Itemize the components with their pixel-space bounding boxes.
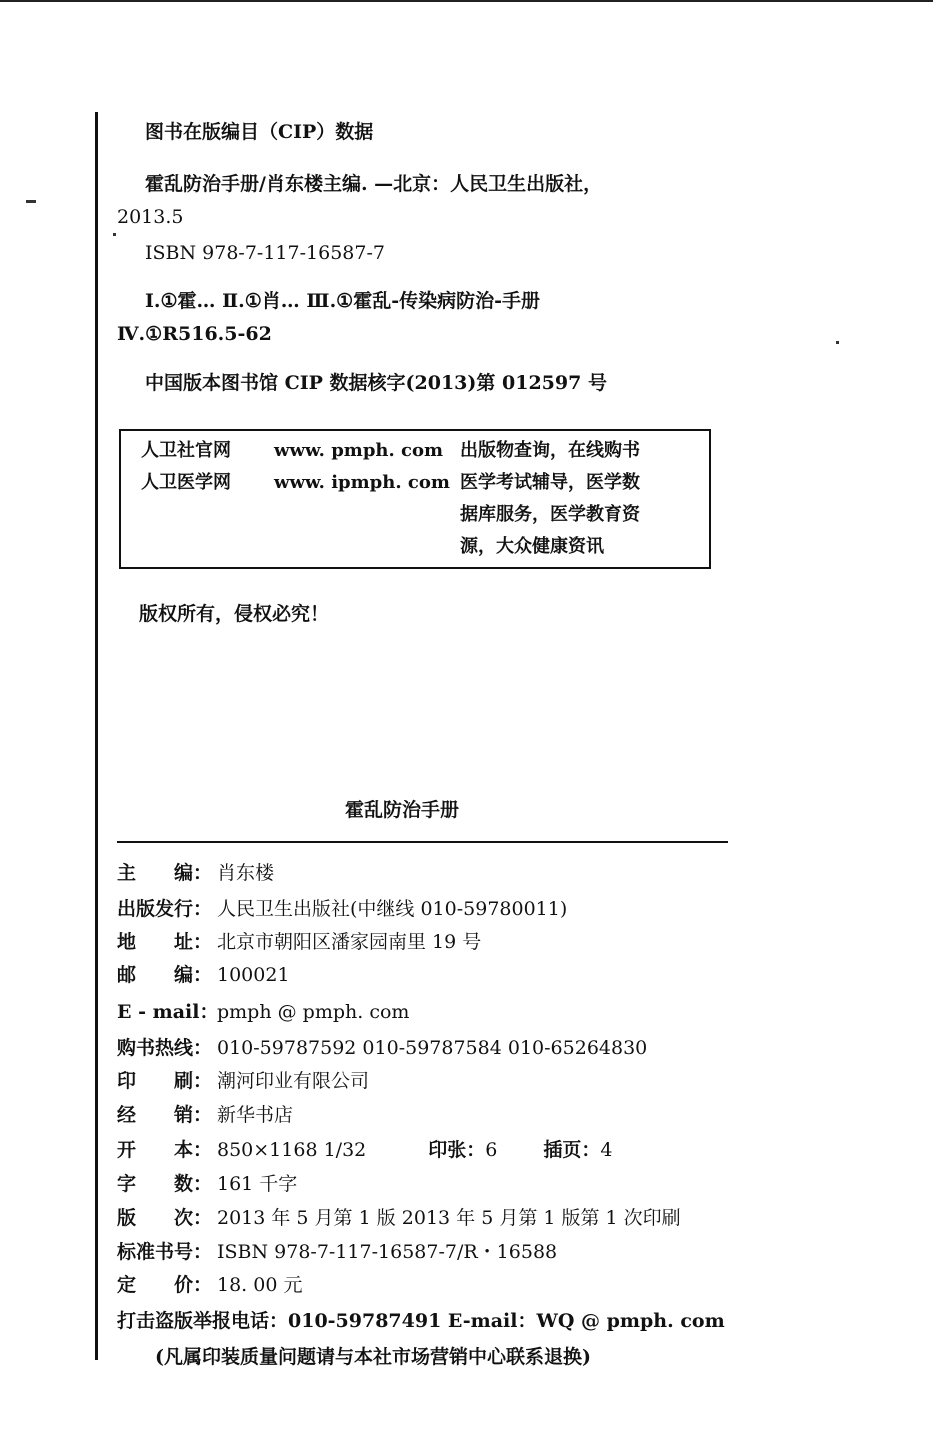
info-value: 2013 年 5 月第 1 版 2013 年 5 月第 1 版第 1 次印刷 (217, 1207, 681, 1229)
info-value: 北京市朝阳区潘家园南里 19 号 (217, 931, 482, 953)
info-words (117, 1172, 297, 1196)
website-name: 人卫社官网 (141, 440, 231, 461)
info-value: 18. 00 元 (217, 1274, 303, 1296)
website-name: 人卫医学网 (141, 472, 231, 493)
info-value: ISBN 978-7-117-16587-7/R・16588 (217, 1241, 558, 1263)
info-price (117, 1273, 302, 1297)
info-label: E - mail： (117, 1001, 219, 1023)
info-label: 印 刷： (117, 1070, 213, 1092)
cip-class: Ⅳ.①R516.5-62 (117, 323, 272, 345)
cip-line-1: 霍乱防治手册/肖东楼主编. —北京：人民卫生出版社， (145, 173, 603, 195)
info-std-no (117, 1240, 557, 1264)
info-label: 主 编： (117, 862, 213, 884)
info-piracy: 打击盗版举报电话：010-59787491 E-mail：WQ @ pmph. com (117, 1310, 725, 1332)
cip-heading: 图书在版编目（CIP）数据 (145, 121, 374, 143)
scan-speck (26, 200, 36, 203)
info-editor (117, 861, 274, 885)
info-edition (117, 1206, 681, 1230)
info-email (117, 1000, 409, 1024)
cip-line-2: 2013.5 (117, 206, 184, 228)
info-value: 新华书店 (217, 1104, 294, 1126)
website-url: www. pmph. com (274, 440, 444, 461)
info-label: 版 次： (117, 1207, 213, 1229)
top-border (0, 0, 933, 2)
info-label: 字 数： (117, 1173, 213, 1195)
info-format (117, 1138, 612, 1162)
info-publisher (117, 897, 567, 921)
info-label: 定 价： (117, 1274, 213, 1296)
info-value: 4 (600, 1139, 613, 1161)
info-value: 100021 (217, 964, 290, 986)
info-label: 邮 编： (117, 964, 213, 986)
title-rule (117, 841, 728, 843)
info-value: 潮河印业有限公司 (217, 1070, 370, 1092)
info-value: 人民卫生出版社(中继线 010-59780011) (217, 898, 568, 920)
scan-speck (836, 341, 839, 344)
info-label: 开 本： (117, 1139, 213, 1161)
website-desc: 医学考试辅导，医学数 (460, 472, 640, 493)
info-value: 010-59787592 010-59787584 010-65264830 (217, 1037, 648, 1059)
scan-speck (113, 233, 116, 236)
info-distributor (117, 1103, 293, 1127)
copyright-notice: 版权所有，侵权必究！ (139, 603, 330, 625)
info-value: 161 千字 (217, 1173, 298, 1195)
cip-subjects: Ⅰ.①霍… Ⅱ.①肖… Ⅲ.①霍乱-传染病防治-手册 (145, 290, 540, 312)
info-value: 6 (485, 1139, 498, 1161)
info-value: pmph @ pmph. com (217, 1001, 410, 1023)
info-label: 标准书号： (117, 1241, 213, 1263)
left-margin-line (95, 112, 98, 1360)
info-hotline (117, 1036, 647, 1060)
info-printer (117, 1069, 369, 1093)
info-label: 插页： (543, 1139, 601, 1161)
book-title: 霍乱防治手册 (345, 799, 460, 821)
info-note: (凡属印装质量问题请与本社市场营销中心联系退换) (155, 1346, 591, 1368)
website-url: www. ipmph. com (274, 472, 450, 493)
website-desc: 据库服务，医学教育资 (460, 504, 640, 525)
info-postcode (117, 963, 290, 987)
website-desc: 源，大众健康资讯 (460, 536, 604, 557)
info-label: 购书热线： (117, 1037, 213, 1059)
info-label: 印张： (428, 1139, 486, 1161)
cip-isbn: ISBN 978-7-117-16587-7 (145, 242, 385, 264)
website-desc: 出版物查询，在线购书 (460, 440, 640, 461)
info-label: 出版发行： (117, 898, 213, 920)
cip-number: 中国版本图书馆 CIP 数据核字(2013)第 012597 号 (145, 372, 607, 394)
info-address (117, 930, 481, 954)
info-label: 经 销： (117, 1104, 213, 1126)
info-value: 肖东楼 (217, 862, 275, 884)
info-value: 850×1168 1/32 (217, 1139, 367, 1161)
websites-box (119, 429, 711, 569)
info-label: 地 址： (117, 931, 213, 953)
